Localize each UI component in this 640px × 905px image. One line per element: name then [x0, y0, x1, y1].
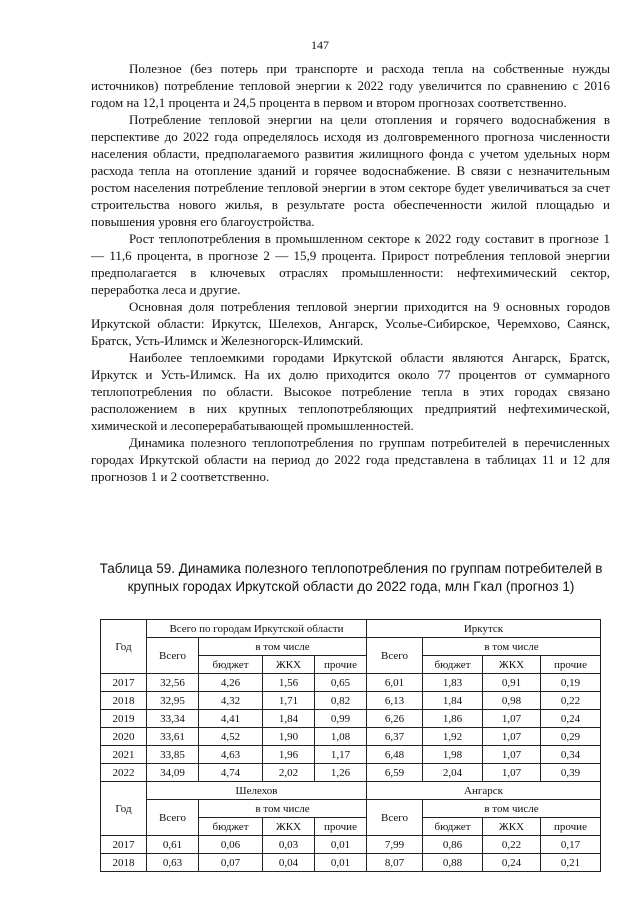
value-cell: 6,59	[367, 764, 423, 782]
year-cell: 2021	[101, 746, 147, 764]
value-cell: 4,63	[199, 746, 263, 764]
value-cell: 0,24	[541, 710, 601, 728]
table-row	[101, 746, 601, 764]
total-header: Всего	[367, 800, 423, 836]
year-cell: 2019	[101, 710, 147, 728]
value-cell: 0,61	[147, 836, 199, 854]
table-row	[101, 674, 601, 692]
subcategory-header: прочие	[315, 656, 367, 674]
value-cell: 1,07	[483, 764, 541, 782]
value-cell: 0,07	[199, 854, 263, 872]
year-cell: 2018	[101, 692, 147, 710]
total-header: Всего	[147, 638, 199, 674]
value-cell: 1,07	[483, 746, 541, 764]
value-cell: 1,92	[423, 728, 483, 746]
group-header: Ангарск	[367, 782, 601, 800]
value-cell: 6,13	[367, 692, 423, 710]
value-cell: 1,07	[483, 728, 541, 746]
subcategory-header: ЖКХ	[263, 656, 315, 674]
value-cell: 0,82	[315, 692, 367, 710]
value-cell: 32,95	[147, 692, 199, 710]
value-cell: 6,01	[367, 674, 423, 692]
table-header-row	[101, 782, 601, 800]
value-cell: 0,99	[315, 710, 367, 728]
table-row	[101, 692, 601, 710]
value-cell: 1,26	[315, 764, 367, 782]
value-cell: 8,07	[367, 854, 423, 872]
subcategory-header: прочие	[541, 818, 601, 836]
table-row	[101, 854, 601, 872]
value-cell: 4,32	[199, 692, 263, 710]
value-cell: 1,08	[315, 728, 367, 746]
subcategory-header: бюджет	[423, 818, 483, 836]
group-header: Иркутск	[367, 620, 601, 638]
value-cell: 0,01	[315, 854, 367, 872]
table-row	[101, 764, 601, 782]
value-cell: 33,85	[147, 746, 199, 764]
including-header: в том числе	[199, 638, 367, 656]
table-caption: Таблица 59. Динамика полезного теплопотребления по группам потребителей в крупных городах Иркутской области до 2022 года, млн Гкал (прогноз 1)	[99, 561, 603, 594]
year-cell: 2022	[101, 764, 147, 782]
paragraph: Полезное (без потерь при транспорте и расхода тепла на собственные нужды источников) потребление тепловой энергии к 2022 году увеличится по сравнению с 2016 годом на 12,1 процента и 24,5 процента в первом и втором прогнозах соответственно.	[91, 61, 610, 110]
group-header: Всего по городам Иркутской области	[147, 620, 367, 638]
subcategory-header: ЖКХ	[483, 818, 541, 836]
including-header: в том числе	[423, 638, 601, 656]
table-row	[101, 728, 601, 746]
value-cell: 0,98	[483, 692, 541, 710]
value-cell: 0,17	[541, 836, 601, 854]
table-row	[101, 710, 601, 728]
year-cell: 2018	[101, 854, 147, 872]
value-cell: 1,83	[423, 674, 483, 692]
value-cell: 1,86	[423, 710, 483, 728]
table-header-row	[101, 638, 601, 656]
value-cell: 33,34	[147, 710, 199, 728]
value-cell: 0,03	[263, 836, 315, 854]
value-cell: 0,24	[483, 854, 541, 872]
subcategory-header: прочие	[315, 818, 367, 836]
including-header: в том числе	[199, 800, 367, 818]
value-cell: 6,26	[367, 710, 423, 728]
group-header: Шелехов	[147, 782, 367, 800]
value-cell: 1,84	[423, 692, 483, 710]
value-cell: 33,61	[147, 728, 199, 746]
value-cell: 4,52	[199, 728, 263, 746]
value-cell: 0,21	[541, 854, 601, 872]
value-cell: 1,98	[423, 746, 483, 764]
subcategory-header: ЖКХ	[263, 818, 315, 836]
table-header-row	[101, 620, 601, 638]
value-cell: 4,41	[199, 710, 263, 728]
value-cell: 1,17	[315, 746, 367, 764]
value-cell: 34,09	[147, 764, 199, 782]
value-cell: 0,86	[423, 836, 483, 854]
subcategory-header: бюджет	[199, 818, 263, 836]
table-header-row	[101, 800, 601, 818]
value-cell: 2,04	[423, 764, 483, 782]
value-cell: 0,22	[483, 836, 541, 854]
paragraph: Динамика полезного теплопотребления по группам потребителей в перечисленных городах Иркутской области на период до 2022 года представлена в таблицах 11 и 12 для прогнозов 1 и 2 соответственно.	[91, 435, 610, 484]
value-cell: 1,84	[263, 710, 315, 728]
year-header: Год	[101, 782, 147, 836]
year-cell: 2017	[101, 836, 147, 854]
paragraph: Наиболее теплоемкими городами Иркутской области являются Ангарск, Братск, Иркутск и Усть-Илимск. На их долю приходится около 77 процентов от суммарного теплопотребления по области. Высокое потребление тепла в этих городах связано расположением в них крупных теплопотребляющих предприятий нефтехимической, химической и лесоперерабатывающей промышленностей.	[91, 350, 610, 433]
year-header: Год	[101, 620, 147, 674]
value-cell: 4,74	[199, 764, 263, 782]
value-cell: 32,56	[147, 674, 199, 692]
value-cell: 0,01	[315, 836, 367, 854]
value-cell: 0,06	[199, 836, 263, 854]
value-cell: 0,19	[541, 674, 601, 692]
body-text	[91, 60, 610, 485]
value-cell: 6,37	[367, 728, 423, 746]
including-header: в том числе	[423, 800, 601, 818]
value-cell: 1,07	[483, 710, 541, 728]
subcategory-header: бюджет	[423, 656, 483, 674]
value-cell: 0,63	[147, 854, 199, 872]
value-cell: 0,39	[541, 764, 601, 782]
paragraph: Основная доля потребления тепловой энергии приходится на 9 основных городов Иркутской области: Иркутск, Шелехов, Ангарск, Усолье-Сибирское, Черемхово, Саянск, Братск, Усть-Илимск и Железногорск-Илимский.	[91, 299, 610, 348]
value-cell: 2,02	[263, 764, 315, 782]
value-cell: 0,04	[263, 854, 315, 872]
total-header: Всего	[147, 800, 199, 836]
paragraph: Потребление тепловой энергии на цели отопления и горячего водоснабжения в перспективе до 2022 года определялось исходя из долговременного прогноза численности населения области, предполагаемого развития жилищного фонда с учетом удельных норм расхода тепла на отопление зданий и горячее водоснабжение. В связи с незначительным ростом населения потребление тепловой энергии в этом секторе будет увеличиваться за счет строительства нового жилья, в результате роста обеспеченности жилой площадью и повышения уровня его благоустройства.	[91, 112, 610, 229]
year-cell: 2017	[101, 674, 147, 692]
value-cell: 4,26	[199, 674, 263, 692]
value-cell: 0,29	[541, 728, 601, 746]
value-cell: 0,65	[315, 674, 367, 692]
value-cell: 1,56	[263, 674, 315, 692]
value-cell: 7,99	[367, 836, 423, 854]
paragraph: Рост теплопотребления в промышленном секторе к 2022 году составит в прогнозе 1 — 11,6 процента, в прогнозе 2 — 15,9 процента. Прирост потребления тепловой энергии предполагается в ключевых отраслях промышленности: нефтехимический сектор, переработка леса и другие.	[91, 231, 610, 297]
year-cell: 2020	[101, 728, 147, 746]
value-cell: 6,48	[367, 746, 423, 764]
value-cell: 1,96	[263, 746, 315, 764]
page-number: 147	[311, 38, 329, 52]
subcategory-header: ЖКХ	[483, 656, 541, 674]
value-cell: 1,90	[263, 728, 315, 746]
total-header: Всего	[367, 638, 423, 674]
subcategory-header: прочие	[541, 656, 601, 674]
subcategory-header: бюджет	[199, 656, 263, 674]
value-cell: 0,34	[541, 746, 601, 764]
table-row	[101, 836, 601, 854]
value-cell: 0,22	[541, 692, 601, 710]
value-cell: 1,71	[263, 692, 315, 710]
value-cell: 0,91	[483, 674, 541, 692]
value-cell: 0,88	[423, 854, 483, 872]
heat-consumption-table	[100, 619, 601, 872]
